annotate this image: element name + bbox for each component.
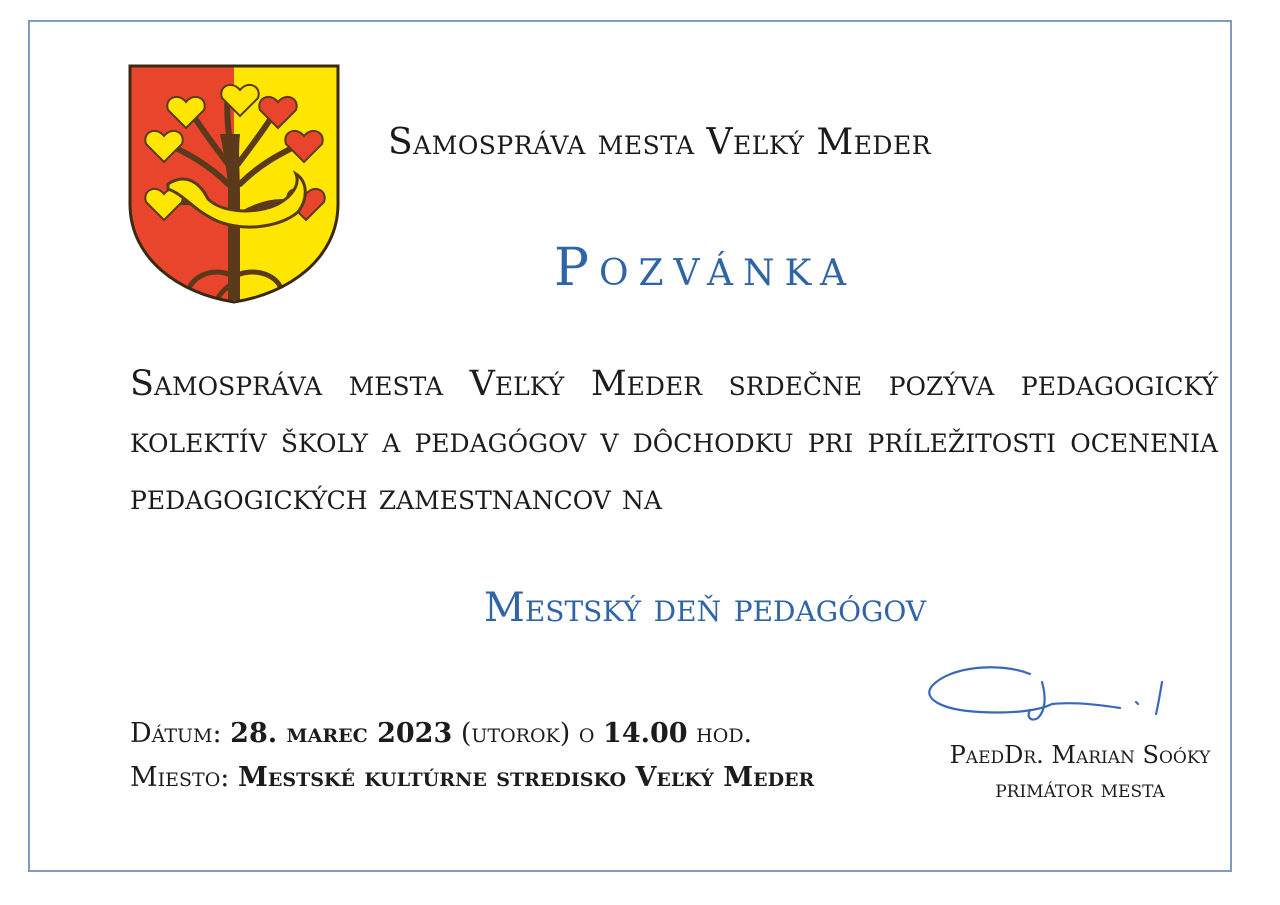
invitation-body: Samospráva mesta Veľký Meder srdečne pozýva pedagogický kolektív školy a pedagógov v dôchodku pri príležitosti ocenenia pedagogických zamestnancov na	[130, 364, 1218, 518]
place-value: Mestské kultúrne stredisko Veľký Meder	[237, 762, 815, 793]
date-label: Dátum:	[130, 718, 222, 749]
signer-block	[920, 738, 1240, 806]
event-details	[130, 712, 814, 800]
handwritten-signature	[920, 652, 1200, 732]
time-value: 14.00	[603, 718, 688, 749]
signer-name: PaedDr. Marian Soóky	[949, 741, 1211, 769]
place-label: Miesto:	[130, 762, 230, 793]
place-row	[130, 756, 814, 800]
document-title: Pozvánka	[553, 238, 856, 298]
event-name: Mestský deň pedagógov	[483, 585, 927, 631]
header-title: Samospráva mesta Veľký Meder	[388, 122, 932, 163]
date-row	[130, 712, 814, 756]
signer-role: primátor mesta	[995, 775, 1165, 803]
time-unit: hod.	[696, 718, 753, 749]
date-value: 28. marec 2023	[230, 718, 453, 749]
date-day: (utorok) o	[460, 718, 595, 749]
